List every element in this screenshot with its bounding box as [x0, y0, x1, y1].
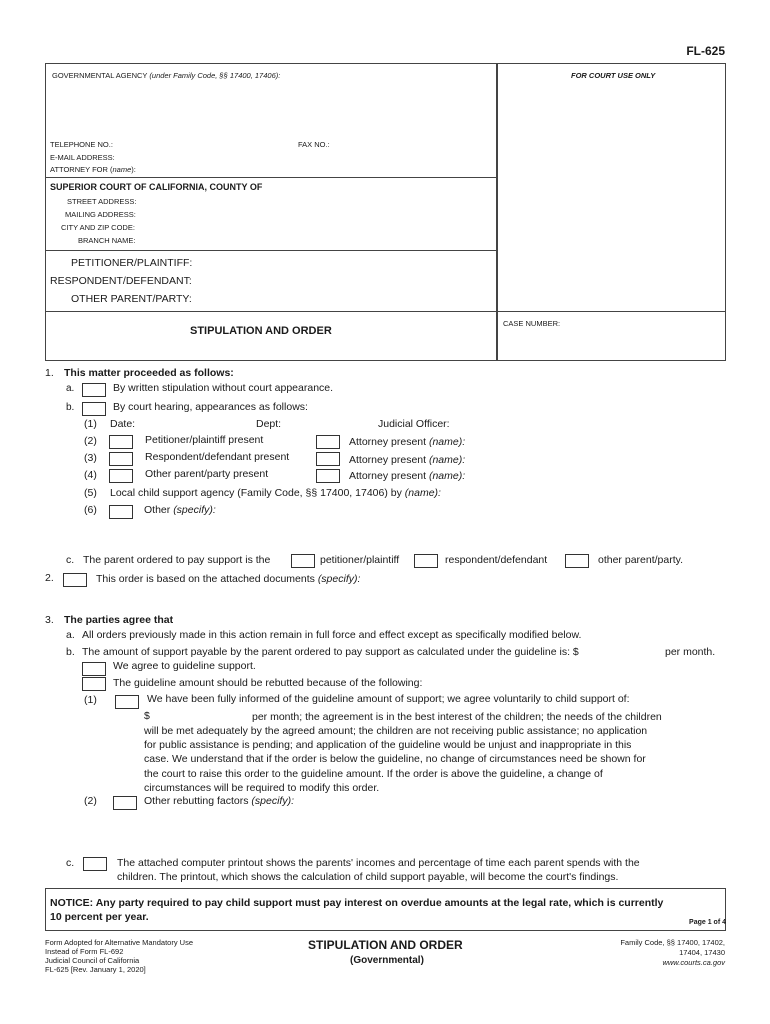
specify-italic: (specify): — [173, 504, 216, 516]
court-title: SUPERIOR COURT OF CALIFORNIA, COUNTY OF — [50, 182, 263, 192]
local-agency-field[interactable] — [110, 487, 441, 499]
item-1b-label: By court hearing, appearances as follows: — [113, 401, 308, 413]
agency-note: (under Family Code, §§ 17400, 17406): — [149, 71, 281, 80]
footer-right — [620, 938, 725, 968]
item-3b-letter: b. — [66, 646, 75, 658]
payor-other-label: other parent/party. — [598, 554, 684, 566]
attorney-for-label: ATTORNEY FOR ( — [50, 165, 113, 174]
mailing-address-field[interactable]: MAILING ADDRESS: — [65, 210, 136, 219]
payor-petitioner-label: petitioner/plaintiff — [320, 554, 400, 566]
para-line: circumstances will be required to modify this order. — [144, 781, 380, 794]
divider-title — [45, 311, 725, 312]
item-1a-label: By written stipulation without court appearance. — [113, 382, 334, 394]
other-rebutting-checkbox[interactable] — [113, 796, 137, 810]
court-use-label: FOR COURT USE ONLY — [571, 71, 656, 80]
footer-left — [45, 938, 193, 974]
other-label: Other — [144, 504, 171, 516]
other-field[interactable] — [144, 504, 216, 516]
informed-checkbox[interactable] — [115, 695, 139, 709]
date-field[interactable]: Date: — [110, 418, 136, 430]
printout-text — [117, 856, 640, 884]
item-3c-letter: c. — [66, 857, 75, 869]
attorney-present-checkbox-3[interactable] — [316, 452, 340, 466]
attorney-close: ): — [131, 165, 136, 174]
row-6-number: (6) — [84, 504, 97, 516]
other-rebutting-field[interactable] — [144, 795, 294, 807]
item-3-heading: The parties agree that — [64, 614, 174, 626]
informed-paragraph — [252, 710, 662, 725]
attorney-present-checkbox-4[interactable] — [316, 469, 340, 483]
item-1a-checkbox[interactable] — [82, 383, 106, 397]
item-3a-letter: a. — [66, 629, 75, 641]
dept-field[interactable]: Dept: — [256, 418, 282, 430]
item-1b-checkbox[interactable] — [82, 402, 106, 416]
guideline-amount-field[interactable]: The amount of support payable by the parent ordered to pay support as calculated under the guideline is: $ — [82, 646, 579, 658]
para-line: will be met adequately by the agreed amount; the children are not receiving public assistance; no application — [144, 725, 648, 737]
item-3a-label: All orders previously made in this action remain in full force and effect except as specifically modified below. — [82, 629, 582, 641]
footer-rev: FL-625 [Rev. January 1, 2020] — [45, 965, 146, 974]
respondent-present-label: Respondent/defendant present — [145, 451, 290, 463]
item-3-number: 3. — [45, 614, 54, 626]
attorney-present-label-3 — [349, 454, 465, 466]
fax-field[interactable]: FAX NO.: — [298, 140, 330, 149]
notice-line: 10 percent per year. — [50, 911, 149, 923]
other-parent-field[interactable]: OTHER PARENT/PARTY: — [71, 293, 192, 305]
city-zip-field[interactable]: CITY AND ZIP CODE: — [61, 223, 135, 232]
item-1a-letter: a. — [66, 383, 75, 394]
item-1b-letter: b. — [66, 402, 75, 413]
footer-code-1: Family Code, §§ 17400, 17402, — [620, 938, 725, 947]
item-1c-letter: c. — [66, 554, 75, 566]
petitioner-field[interactable]: PETITIONER/PLAINTIFF: — [71, 257, 193, 269]
attorney-present-text: Attorney present — [349, 436, 427, 448]
footer-instead: Instead of Form FL-692 — [45, 947, 124, 956]
branch-name-field[interactable]: BRANCH NAME: — [78, 236, 136, 245]
para-line: case. We understand that if the order is below the guideline, no change of circumstances need be shown for — [144, 753, 646, 766]
attorney-for-field[interactable] — [50, 165, 136, 174]
agency-field[interactable] — [52, 71, 280, 80]
other-present-checkbox[interactable] — [109, 469, 133, 483]
court-use-box — [496, 63, 726, 361]
agency-label: GOVERNMENTAL AGENCY — [52, 71, 148, 80]
para-line: the court to raise this order to the guideline amount. If the order is above the guideline, a change of — [144, 767, 603, 780]
payor-respondent-checkbox[interactable] — [414, 554, 438, 568]
local-agency-label: Local child support agency (Family Code, §§ 17400, 17406) by — [110, 487, 402, 499]
petitioner-present-label: Petitioner/plaintiff present — [145, 434, 264, 446]
footer-subtitle: (Governmental) — [350, 955, 424, 966]
item-1c-label: The parent ordered to pay support is the — [83, 554, 271, 566]
payor-petitioner-checkbox[interactable] — [291, 554, 315, 568]
attorney-present-text: Attorney present — [349, 454, 427, 466]
item-1-number: 1. — [45, 367, 54, 379]
telephone-field[interactable]: TELEPHONE NO.: — [50, 140, 113, 149]
respondent-field[interactable]: RESPONDENT/DEFENDANT: — [50, 275, 192, 287]
row-3-1-number: (1) — [84, 694, 97, 706]
printout-line: The attached computer printout shows the parents' incomes and percentage of time each parent spends with the — [117, 857, 640, 869]
printout-checkbox[interactable] — [83, 857, 107, 871]
row-1-number: (1) — [84, 418, 97, 430]
footer-adopted: Form Adopted for Alternative Mandatory Use — [45, 938, 193, 947]
page-number: Page 1 of 4 — [689, 919, 726, 926]
payor-respondent-label: respondent/defendant — [445, 554, 548, 566]
other-checkbox[interactable] — [109, 505, 133, 519]
printout-line: children. The printout, which shows the calculation of child support payable, will become the court's findings. — [117, 871, 619, 883]
item-1-heading: This matter proceeded as follows: — [64, 367, 234, 379]
item-2-field[interactable] — [96, 573, 360, 585]
para-line: per month; the agreement is in the best interest of the children; the needs of the children — [252, 711, 662, 723]
name-italic: (name): — [428, 470, 466, 482]
item-2-checkbox[interactable] — [63, 573, 87, 587]
row-4-number: (4) — [84, 469, 97, 481]
respondent-present-checkbox[interactable] — [109, 452, 133, 466]
attorney-present-checkbox-2[interactable] — [316, 435, 340, 449]
attorney-present-text: Attorney present — [349, 470, 427, 482]
item-2-number: 2. — [45, 572, 54, 584]
row-3-2-number: (2) — [84, 795, 97, 807]
rebutted-checkbox[interactable] — [82, 677, 106, 691]
name-italic: (name): — [428, 454, 466, 466]
row-2-number: (2) — [84, 435, 97, 447]
agree-guideline-label: We agree to guideline support. — [113, 660, 256, 672]
notice-text — [50, 896, 663, 924]
name-italic: (name): — [404, 487, 441, 499]
rebutted-label: The guideline amount should be rebutted because of the following: — [113, 677, 423, 689]
form-number: FL-625 — [686, 44, 725, 58]
petitioner-present-checkbox[interactable] — [109, 435, 133, 449]
row-5-number: (5) — [84, 487, 97, 499]
divider-parties — [45, 250, 496, 251]
notice-line: NOTICE: Any party required to pay child support must pay interest on overdue amounts at the legal rate, which is currently — [50, 897, 664, 909]
email-field[interactable]: E-MAIL ADDRESS: — [50, 153, 115, 162]
attorney-present-label-4 — [349, 470, 465, 482]
footer-title: STIPULATION AND ORDER — [308, 938, 463, 952]
attorney-present-label-2 — [349, 436, 465, 448]
agreed-amount-field[interactable]: $ — [144, 710, 150, 722]
informed-label: We have been fully informed of the guideline amount of support; we agree voluntarily to child support of: — [147, 693, 630, 705]
street-address-field[interactable]: STREET ADDRESS: — [67, 197, 137, 206]
specify-italic: (specify): — [251, 795, 294, 807]
footer-code-2: 17404, 17430 — [679, 948, 725, 957]
courts-website-link[interactable]: www.courts.ca.gov — [662, 958, 725, 967]
attorney-name-label: name — [112, 165, 132, 174]
row-3-number: (3) — [84, 452, 97, 464]
judicial-officer-field[interactable]: Judicial Officer: — [378, 418, 450, 430]
footer-council: Judicial Council of California — [45, 956, 140, 965]
case-number-field[interactable]: CASE NUMBER: — [503, 319, 561, 328]
per-month-label: per month. — [665, 646, 716, 658]
agree-guideline-checkbox[interactable] — [82, 662, 106, 676]
payor-other-checkbox[interactable] — [565, 554, 589, 568]
form-title: STIPULATION AND ORDER — [190, 325, 332, 337]
other-present-label: Other parent/party present — [145, 468, 269, 480]
item-2-label: This order is based on the attached documents — [96, 573, 315, 585]
divider-court — [45, 177, 496, 178]
informed-paragraph-rest — [144, 724, 647, 795]
name-italic: (name): — [428, 436, 466, 448]
para-line: for public assistance is pending; and application of the guideline would be unjust and inappropriate in this — [144, 739, 632, 752]
specify-italic: (specify): — [317, 573, 361, 585]
other-rebutting-label: Other rebutting factors — [144, 795, 249, 807]
